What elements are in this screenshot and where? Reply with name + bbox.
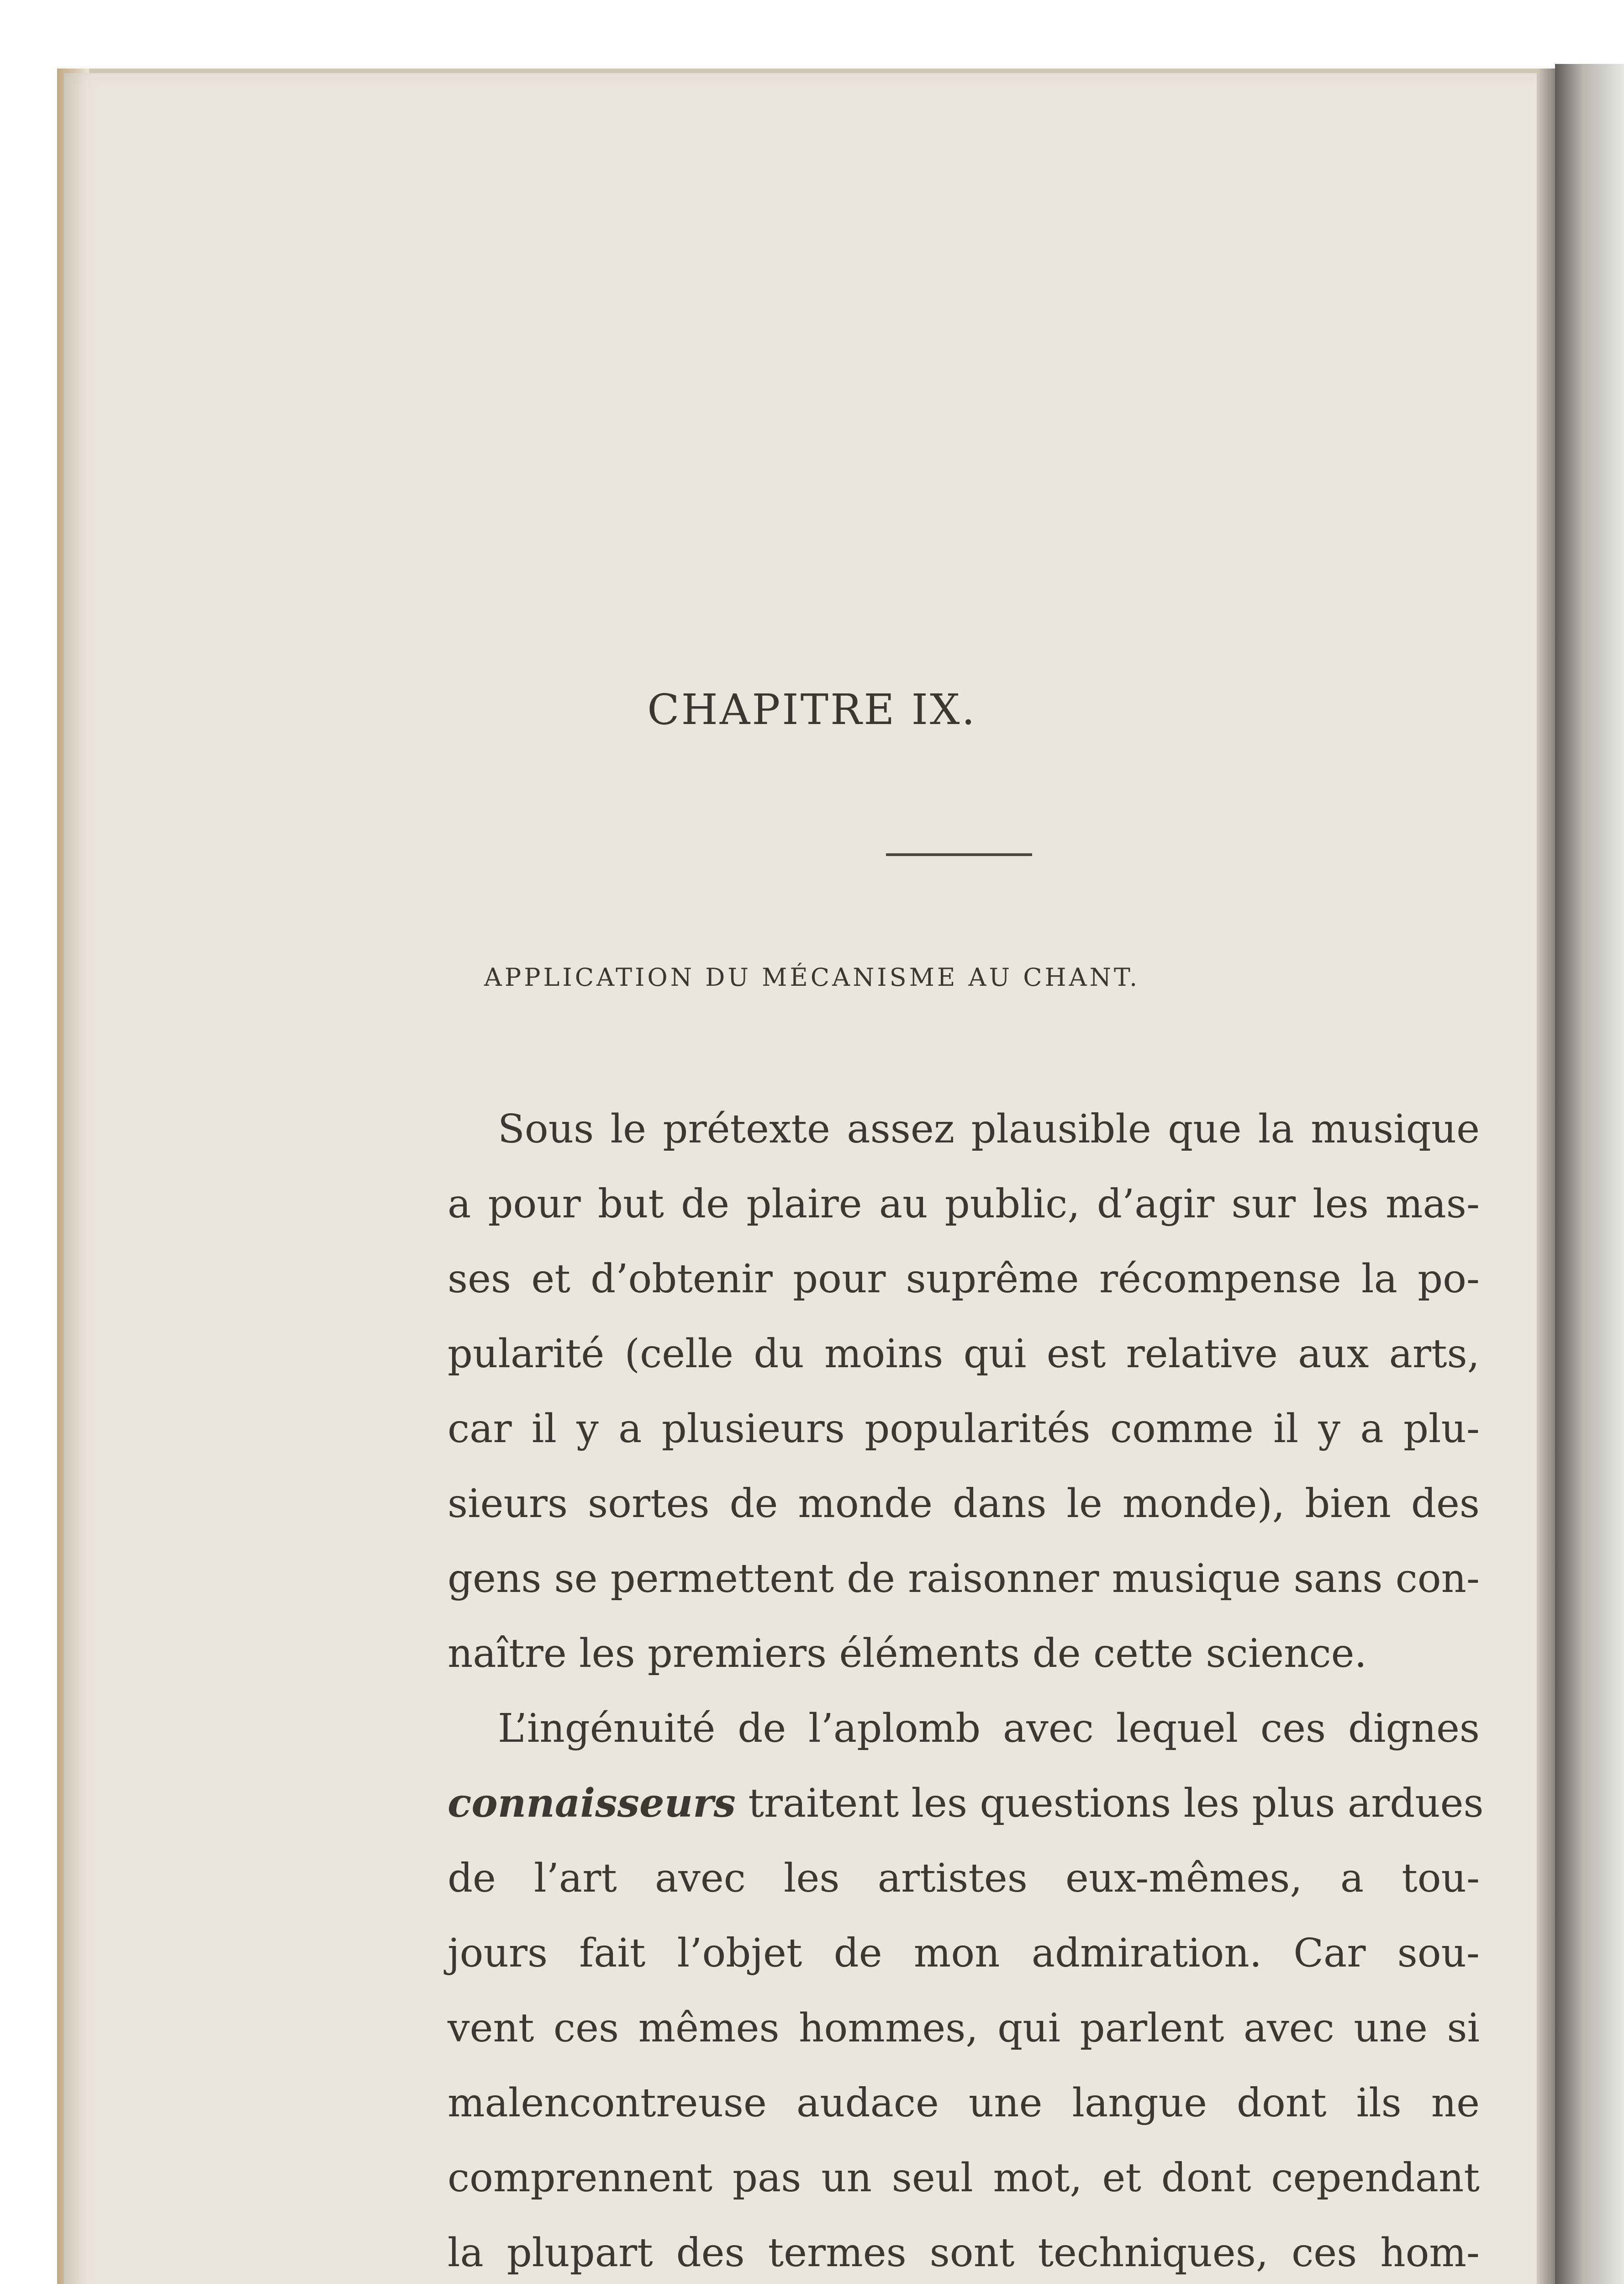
binding-strip <box>1555 64 1624 2284</box>
text-line: jours fait l’objet de mon admiration. Car sou- <box>448 1930 1480 1976</box>
text-line: sieurs sortes de monde dans le monde), bien des <box>448 1481 1480 1527</box>
chapter-title: CHAPITRE IX. <box>647 685 977 734</box>
text-line: malencontreuse audace une langue dont ils ne <box>448 2080 1480 2126</box>
text-line: naître les premiers éléments de cette science. <box>448 1631 1367 1676</box>
text-line: la plupart des termes sont techniques, ces hom- <box>448 2230 1480 2276</box>
text-line: car il y a plusieurs popularités comme il y a plu- <box>448 1406 1480 1452</box>
text-line: Sous le prétexte assez plausible que la musique <box>498 1106 1480 1152</box>
page-right-edge <box>1537 69 1555 2284</box>
text-line-with-italic <box>448 1766 1484 1841</box>
chapter-subtitle: APPLICATION DU MÉCANISME AU CHANT. <box>484 963 1140 992</box>
text-line: comprennent pas un seul mot, et dont cependant <box>448 2155 1480 2201</box>
italic-word: connaisseurs <box>448 1780 736 1826</box>
text-line: de l’art avec les artistes eux-mêmes, a tou- <box>448 1856 1480 1901</box>
text-line: a pour but de plaire au public, d’agir sur les mas- <box>448 1181 1480 1227</box>
title-divider <box>886 853 1032 856</box>
text-line: pularité (celle du moins qui est relative aux arts, <box>448 1331 1480 1377</box>
text-line: L’ingénuité de l’aplomb avec lequel ces dignes <box>498 1706 1480 1751</box>
text-line: gens se permettent de raisonner musique sans con- <box>448 1556 1480 1602</box>
body-text <box>448 1092 1484 2284</box>
text-line: ses et d’obtenir pour suprême récompense la po- <box>448 1256 1480 1302</box>
text-line: vent ces mêmes hommes, qui parlent avec une si <box>448 2005 1480 2051</box>
text-fragment: traitent les questions les plus ardues <box>748 1781 1484 1826</box>
